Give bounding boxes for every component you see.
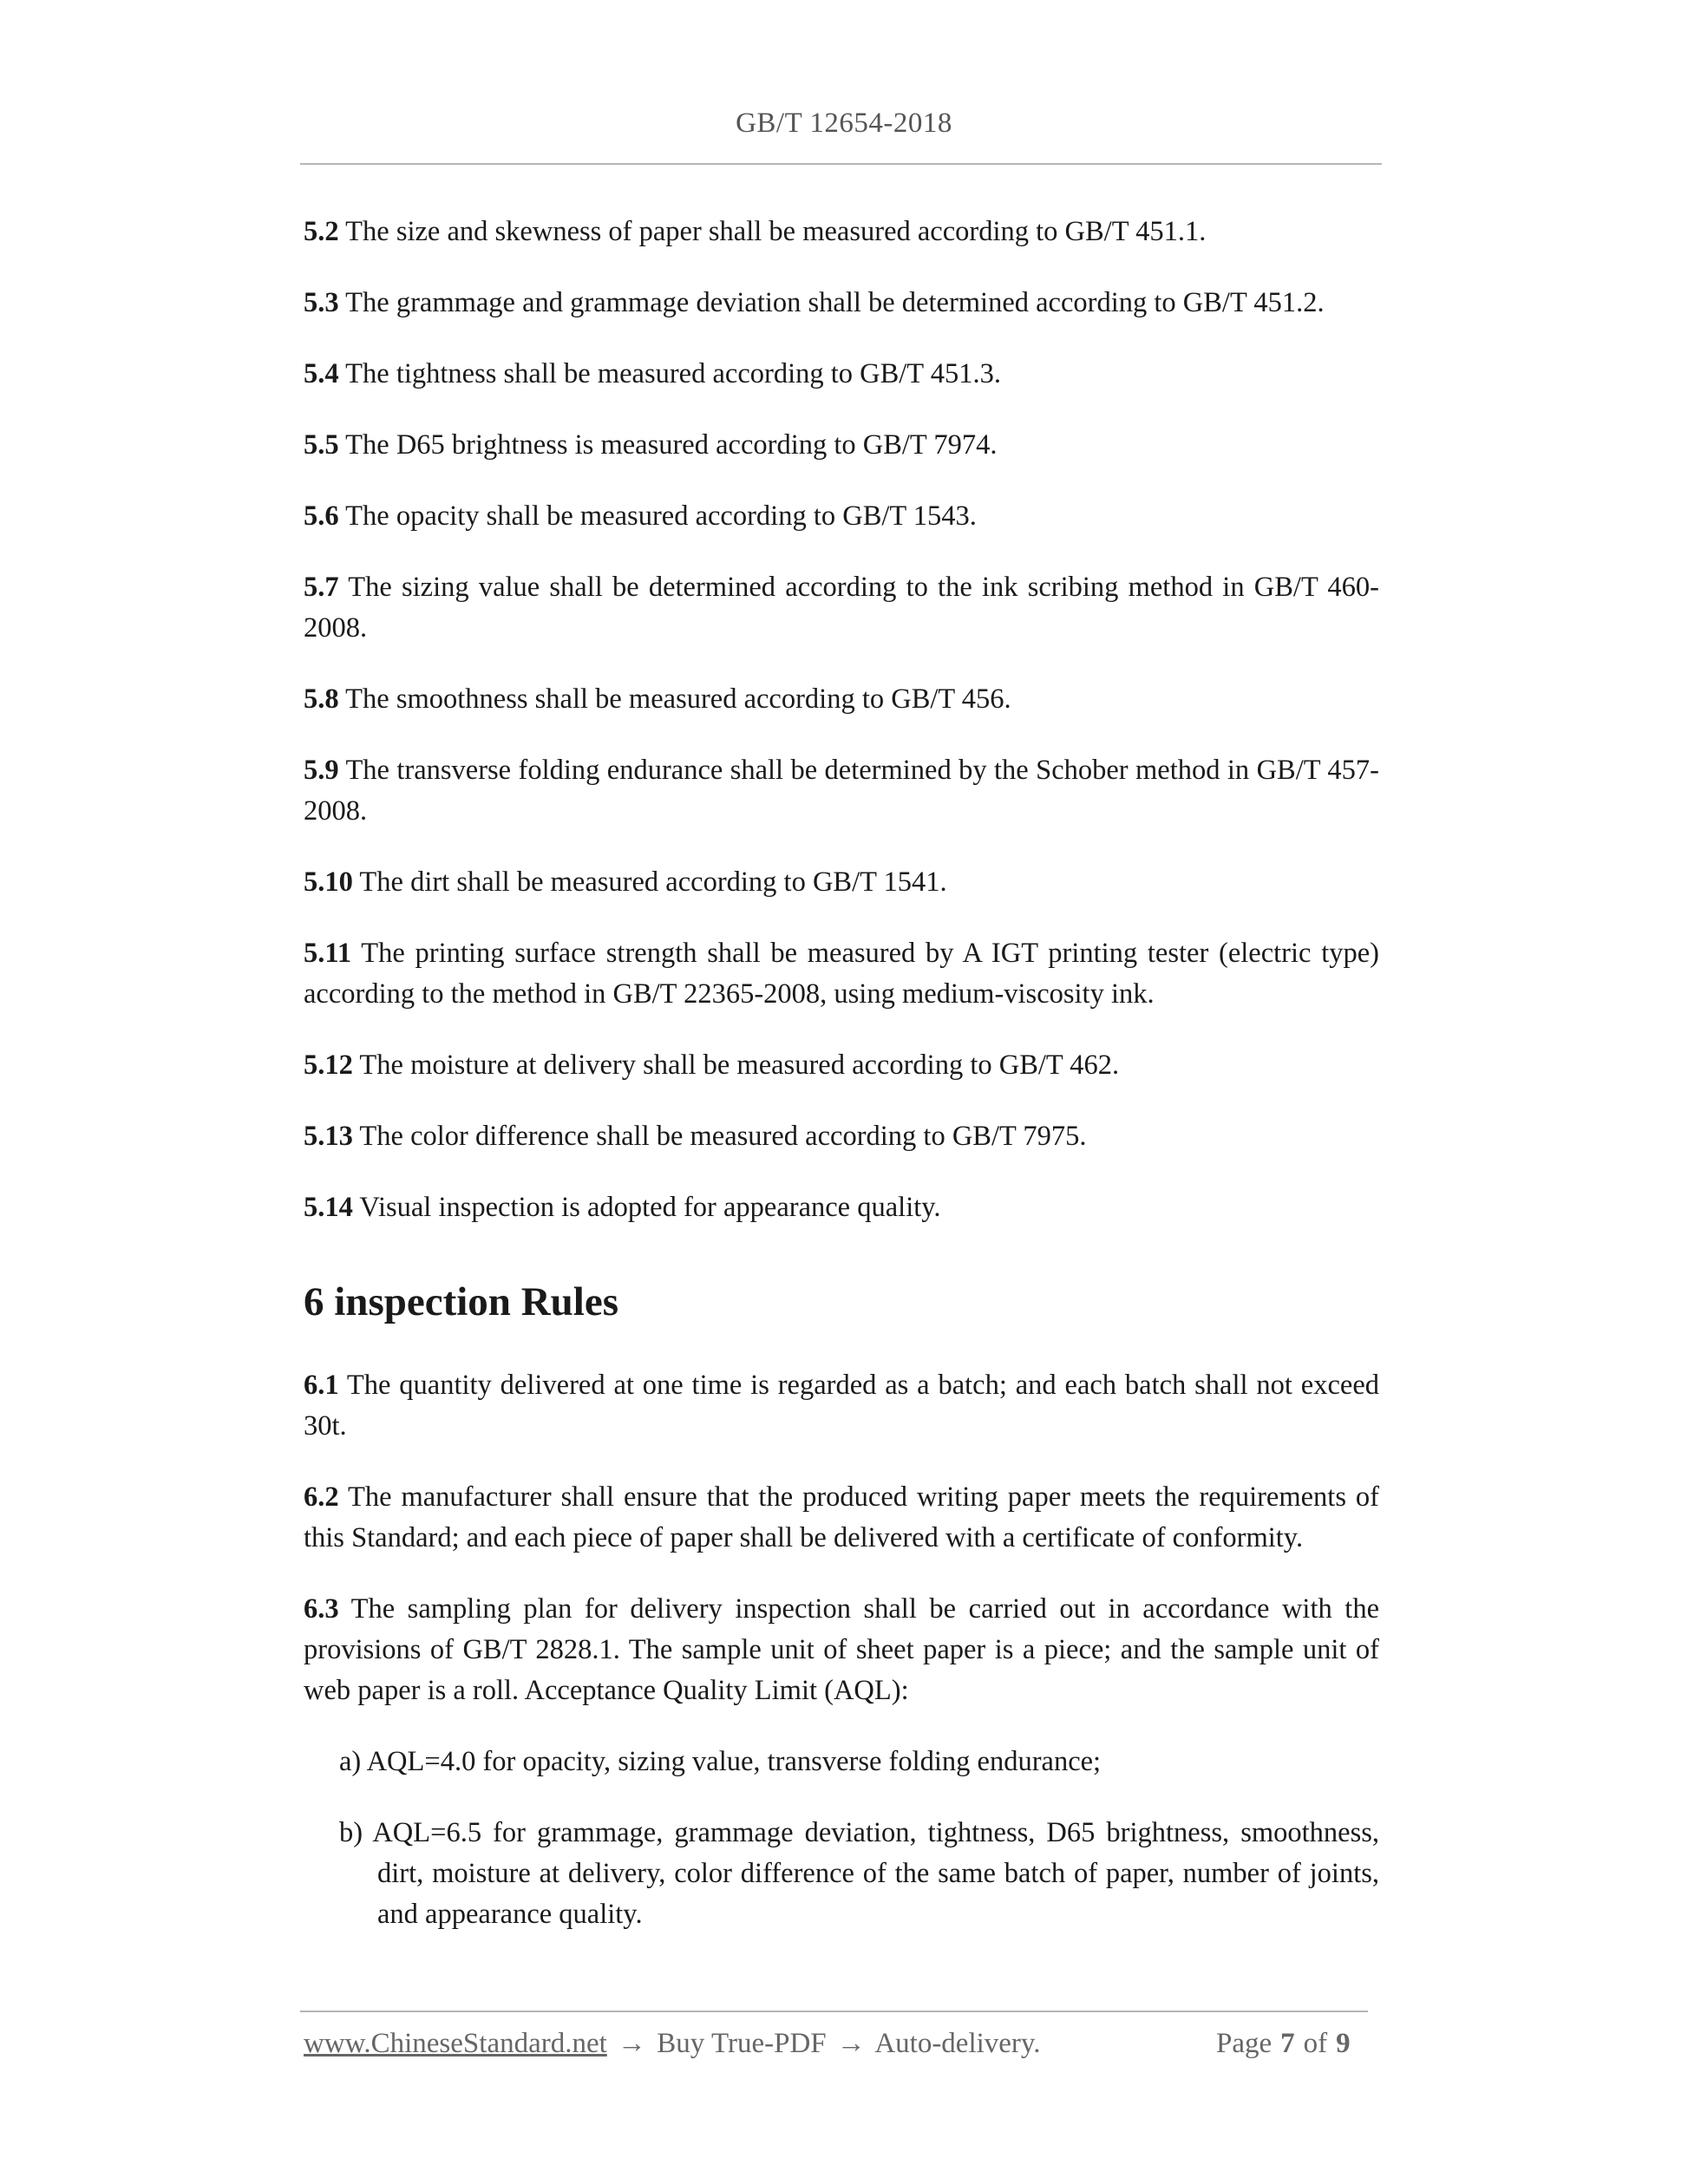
clause-text: The transverse folding endurance shall be determined by the Schober method in GB/T 457-2008. bbox=[304, 755, 1379, 827]
footer-promo bbox=[304, 2028, 1041, 2060]
clause-number: 5.12 bbox=[304, 1049, 353, 1081]
clause-number: 5.2 bbox=[304, 216, 339, 247]
arrow-right-icon: → bbox=[836, 2028, 866, 2059]
page-current: 7 bbox=[1280, 2028, 1295, 2059]
clause-text: The size and skewness of paper shall be measured according to GB/T 451.1. bbox=[345, 216, 1207, 247]
clause-number: 5.6 bbox=[304, 500, 339, 532]
clause-5-13 bbox=[304, 1116, 1379, 1157]
header-divider bbox=[300, 163, 1382, 165]
aql-list-item-b: b) AQL=6.5 for grammage, grammage deviation, tightness, D65 brightness, smoothness, dirt, moisture at delivery, color difference of the same batch of paper, number of joints, and appearance quality. bbox=[339, 1817, 1379, 1930]
clause-6-3 bbox=[304, 1589, 1379, 1711]
clause-5-14 bbox=[304, 1187, 1379, 1228]
clause-text: The moisture at delivery shall be measured according to GB/T 462. bbox=[359, 1049, 1120, 1081]
clause-text: The printing surface strength shall be measured by A IGT printing tester (electric type) according to the method in GB/T 22365-2008, using medium-viscosity ink. bbox=[304, 938, 1379, 1010]
clause-number: 5.7 bbox=[304, 572, 339, 603]
clause-number: 5.11 bbox=[304, 938, 352, 969]
clause-text: The D65 brightness is measured according to GB/T 7974. bbox=[345, 429, 998, 461]
clause-text: The sampling plan for delivery inspection shall be carried out in accordance with the provisions of GB/T 2828.1. The sample unit of sheet paper is a piece; and the sample unit of web paper is a roll. Acceptance Quality Limit (AQL): bbox=[304, 1593, 1379, 1706]
clause-5-9 bbox=[304, 750, 1379, 832]
page-total: 9 bbox=[1336, 2028, 1351, 2059]
clause-number: 5.10 bbox=[304, 866, 353, 898]
clause-number: 5.3 bbox=[304, 287, 339, 318]
clause-5-10 bbox=[304, 862, 1379, 903]
clause-text: The sizing value shall be determined according to the ink scribing method in GB/T 460-2008. bbox=[304, 572, 1379, 644]
section-6-heading: 6 inspection Rules bbox=[304, 1279, 618, 1324]
clause-text: Visual inspection is adopted for appearance quality. bbox=[359, 1192, 941, 1223]
clause-6-1 bbox=[304, 1365, 1379, 1447]
clause-5-8 bbox=[304, 679, 1379, 720]
buy-pdf-text: Buy True-PDF bbox=[657, 2028, 827, 2059]
clause-5-11 bbox=[304, 933, 1379, 1015]
clause-number: 5.5 bbox=[304, 429, 339, 461]
footer-divider bbox=[300, 2011, 1368, 2012]
clause-text: The dirt shall be measured according to GB/T 1541. bbox=[359, 866, 947, 898]
clause-text: The color difference shall be measured according to GB/T 7975. bbox=[359, 1121, 1087, 1152]
document-body bbox=[304, 212, 1379, 1965]
clause-number: 5.8 bbox=[304, 683, 339, 715]
clause-number: 5.9 bbox=[304, 755, 339, 786]
clause-5-7 bbox=[304, 567, 1379, 649]
auto-delivery-text: Auto-delivery. bbox=[874, 2028, 1041, 2059]
clause-5-2 bbox=[304, 212, 1379, 252]
clause-5-4 bbox=[304, 354, 1379, 395]
clause-5-5 bbox=[304, 425, 1379, 466]
clause-6-2 bbox=[304, 1477, 1379, 1559]
clause-number: 6.2 bbox=[304, 1481, 339, 1513]
page-indicator bbox=[1216, 2028, 1359, 2060]
clause-5-3 bbox=[304, 283, 1379, 324]
page-label: Page bbox=[1216, 2028, 1273, 2059]
page-header-title: GB/T 12654-2018 bbox=[736, 108, 952, 139]
clause-number: 5.4 bbox=[304, 358, 339, 389]
clause-number: 5.13 bbox=[304, 1121, 353, 1152]
clause-5-6 bbox=[304, 496, 1379, 537]
clause-number: 5.14 bbox=[304, 1192, 353, 1223]
website-link[interactable]: www.ChineseStandard.net bbox=[304, 2028, 607, 2059]
clause-text: The quantity delivered at one time is regarded as a batch; and each batch shall not exceed 30t. bbox=[304, 1370, 1379, 1442]
clause-text: The grammage and grammage deviation shall be determined according to GB/T 451.2. bbox=[345, 287, 1325, 318]
clause-text: The smoothness shall be measured according to GB/T 456. bbox=[345, 683, 1011, 715]
clause-text: The tightness shall be measured according to GB/T 451.3. bbox=[345, 358, 1001, 389]
clause-number: 6.3 bbox=[304, 1593, 339, 1625]
of-label: of bbox=[1303, 2028, 1328, 2059]
aql-list-item-a: a) AQL=4.0 for opacity, sizing value, transverse folding endurance; bbox=[339, 1746, 1102, 1777]
clause-text: The opacity shall be measured according to GB/T 1543. bbox=[345, 500, 977, 532]
clause-number: 6.1 bbox=[304, 1370, 339, 1401]
arrow-right-icon: → bbox=[618, 2028, 647, 2059]
clause-text: The manufacturer shall ensure that the produced writing paper meets the requirements of this Standard; and each piece of paper shall be delivered with a certificate of conformity. bbox=[304, 1481, 1379, 1553]
clause-5-12 bbox=[304, 1045, 1379, 1086]
